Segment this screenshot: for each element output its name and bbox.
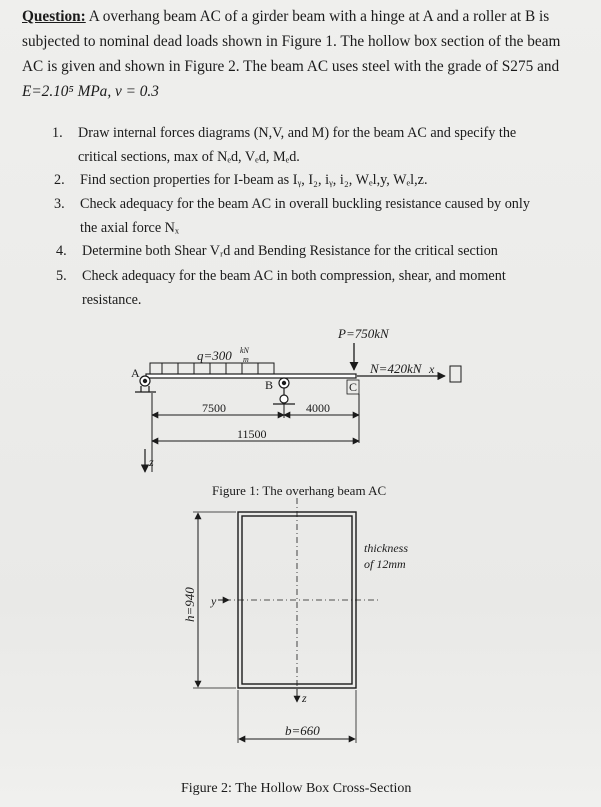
intro-line-4: E=2.10⁵ MPa, ν = 0.3 bbox=[22, 83, 159, 100]
z-axis-label-fig1: z bbox=[149, 455, 154, 469]
placeholder-box bbox=[450, 366, 461, 382]
task-3: 3. Check adequacy for the beam AC in overall buckling resistance caused by only the axial force Nₓ bbox=[54, 196, 530, 236]
intro-line-3: AC is given and shown in Figure 2. The beam AC uses steel with the grade of S275 and bbox=[22, 58, 560, 75]
width-dimension-label: b=660 bbox=[285, 723, 320, 738]
y-axis-label: y bbox=[211, 594, 217, 608]
figure1-caption: Figure 1: The overhang beam AC bbox=[212, 483, 387, 498]
z-axis-label-fig2: z bbox=[302, 691, 307, 705]
height-dimension-label: h=940 bbox=[182, 587, 197, 622]
dimension-ab-label: 7500 bbox=[202, 401, 226, 415]
load-q-unit-top: kN bbox=[240, 346, 249, 355]
figure2-cross-section bbox=[181, 498, 411, 796]
dimension-bc-label: 4000 bbox=[306, 401, 330, 415]
figure2-caption: Figure 2: The Hollow Box Cross-Section bbox=[181, 781, 412, 796]
intro-line-1: Question: A overhang beam AC of a girder beam with a hinge at A and a roller at B is bbox=[22, 8, 550, 25]
task-4: 4. Determine both Shear Vᵣd and Bending Resistance for the critical section bbox=[56, 243, 498, 259]
thickness-label-line2: of 12mm bbox=[364, 557, 406, 571]
beam-ac bbox=[146, 374, 356, 378]
load-q-unit-bottom: m bbox=[243, 355, 249, 364]
figure1-beam-diagram bbox=[131, 326, 461, 498]
question-label: Question: bbox=[22, 8, 86, 25]
x-axis-label: x bbox=[429, 362, 435, 376]
thickness-label-line1: thickness bbox=[364, 541, 408, 555]
roller-support-b bbox=[273, 378, 295, 404]
point-a-label: A bbox=[131, 366, 140, 380]
point-b-label: B bbox=[265, 378, 274, 392]
intro-line-2: subjected to nominal dead loads shown in Figure 1. The hollow box section of the beam bbox=[22, 33, 561, 50]
load-q-label: q=300 bbox=[197, 348, 232, 363]
dimension-ac-label: 11500 bbox=[237, 427, 267, 441]
point-c-label: C bbox=[349, 380, 358, 394]
task-2: 2. Find section properties for I-beam as Iᵧ, I₂, iᵧ, i₂, Wₑl,y, Wₑl,z. bbox=[54, 172, 428, 188]
load-n-label: N=420kN bbox=[370, 361, 422, 376]
task-5: 5. Check adequacy for the beam AC in both compression, shear, and moment resistance. bbox=[56, 268, 506, 308]
load-p-label: P=750kN bbox=[338, 326, 389, 341]
task-1: 1. Draw internal forces diagrams (N,V, and M) for the beam AC and specify the critical sections, max of Nₑd, Vₑd, Mₑd. bbox=[52, 125, 517, 165]
